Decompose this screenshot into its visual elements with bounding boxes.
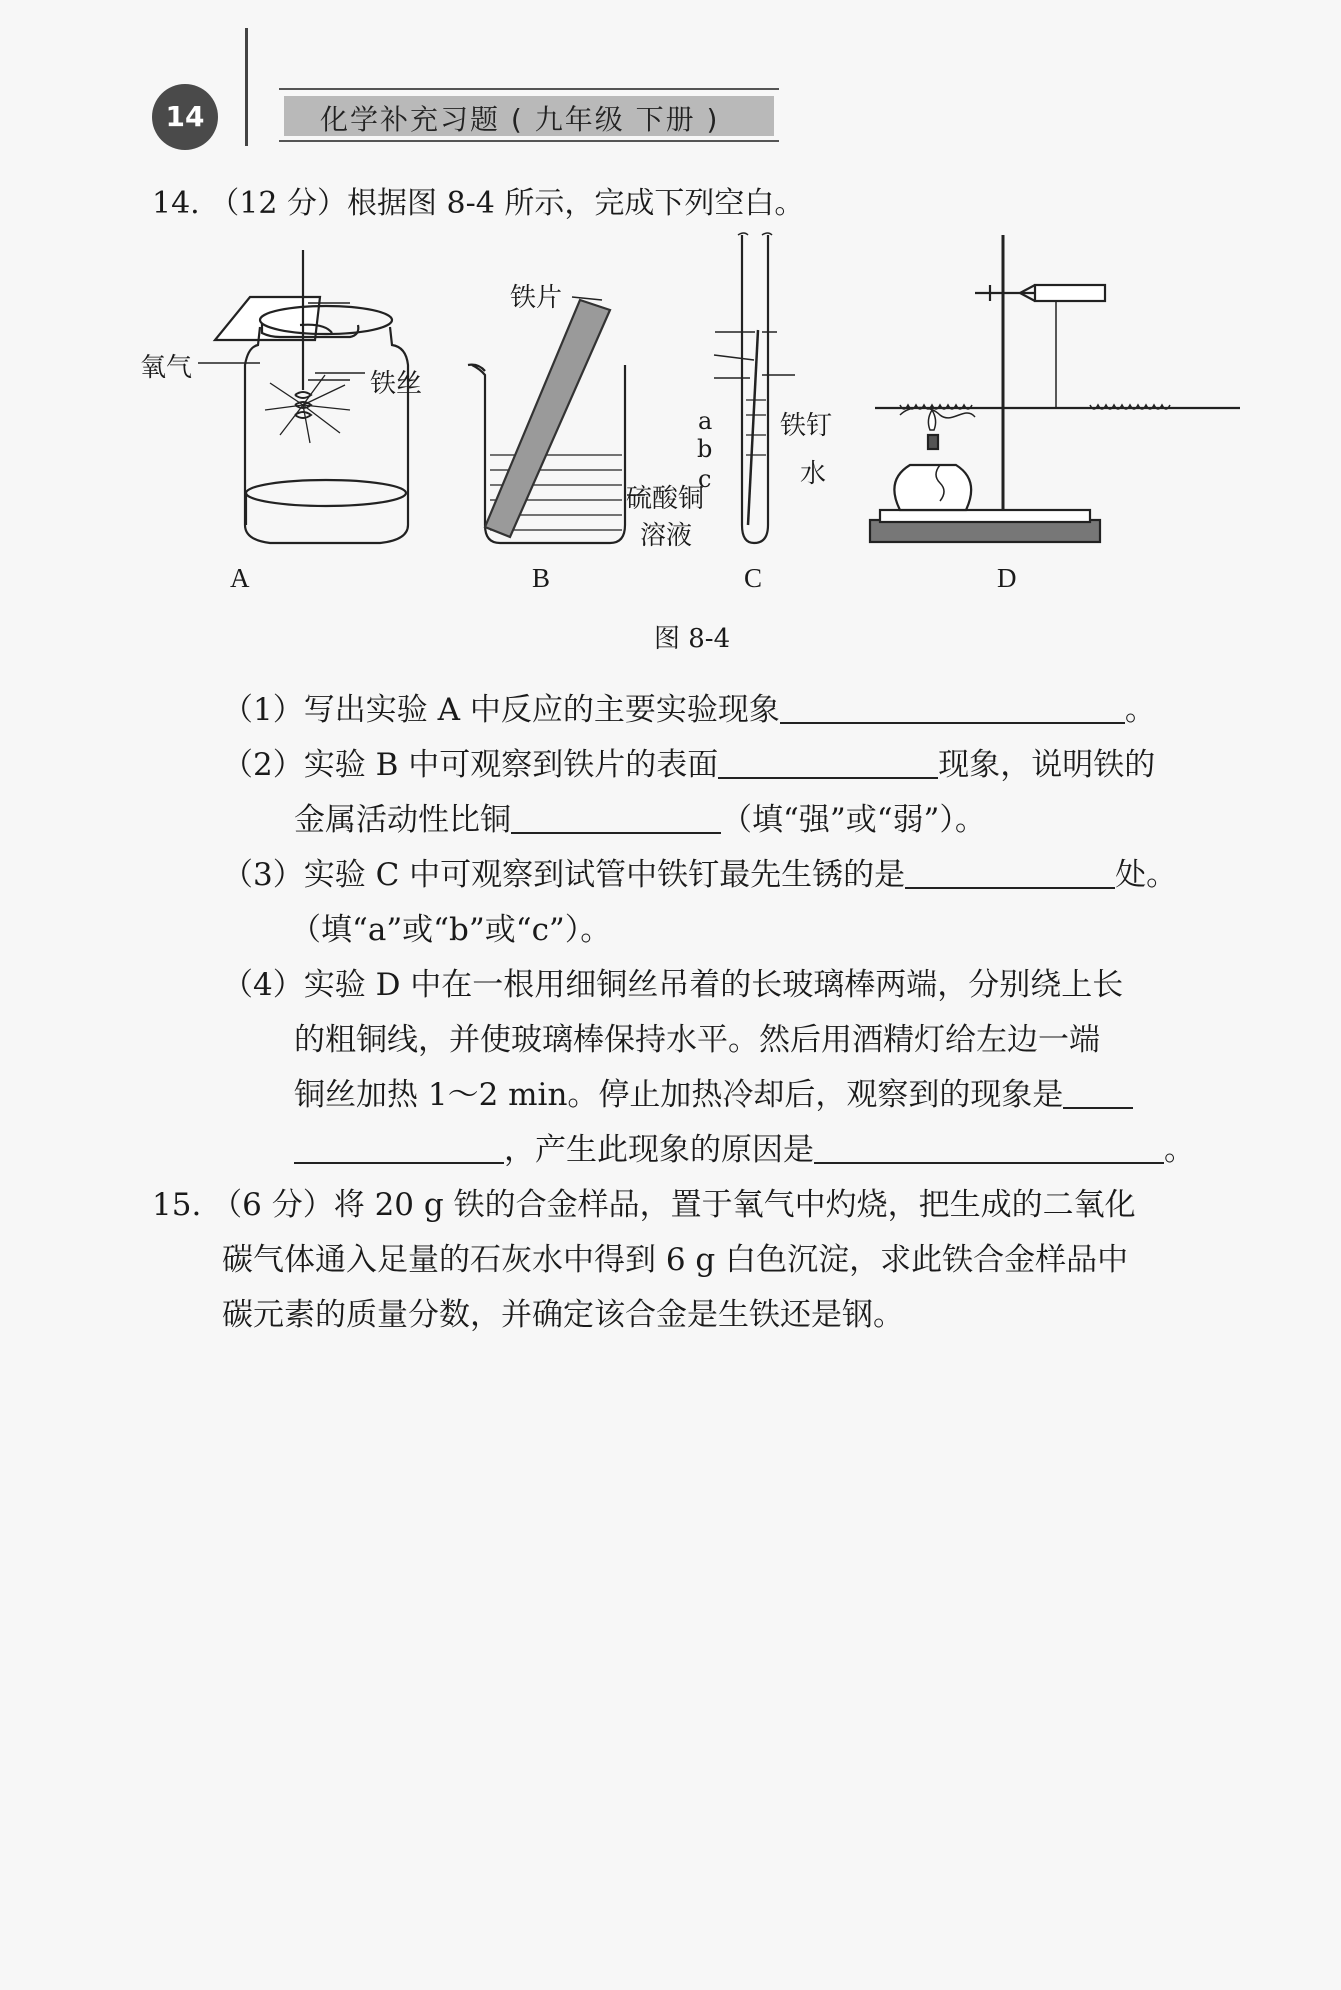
apparatus-d-stand (870, 235, 1240, 542)
apparatus-c-test-tube (714, 233, 795, 543)
callout-iron-sheet: 铁片 (510, 283, 563, 313)
callout-solution: 溶液 (640, 521, 693, 551)
q14-part1-text: （1）写出实验 A 中反应的主要实验现象 (222, 692, 780, 728)
q15-line2: 碳气体通入足量的石灰水中得到 6 g 白色沉淀，求此铁合金样品中 (222, 1242, 1129, 1278)
q14-part2-line2 (294, 800, 986, 840)
header-bottom-rule (279, 140, 779, 142)
q14-part4-line2: 的粗铜线，并使玻璃棒保持水平。然后用酒精灯给左边一端 (294, 1022, 1100, 1058)
figure-label-b: B (532, 563, 551, 593)
answer-blank[interactable] (905, 857, 1115, 889)
answer-blank[interactable] (814, 1132, 1164, 1164)
figure-label-a: A (230, 563, 250, 593)
q14-part4-text-e: 。 (1164, 1132, 1195, 1168)
q14-part3-text-a: （3）实验 C 中可观察到试管中铁钉最先生锈的是 (222, 857, 906, 893)
answer-blank[interactable] (1063, 1077, 1133, 1109)
callout-b: b (697, 435, 713, 463)
figure-label-d: D (997, 563, 1017, 593)
q14-part2-text-b: 现象，说明铁的 (938, 747, 1156, 783)
q15-line3: 碳元素的质量分数，并确定该合金是生铁还是钢。 (222, 1297, 904, 1333)
q14-part3-text-b: 处。 (1115, 857, 1178, 893)
figure-label-c: C (744, 563, 763, 593)
callout-copper-sulfate: 硫酸铜 (626, 484, 705, 514)
q14-part4-line1: （4）实验 D 中在一根用细铜丝吊着的长玻璃棒两端，分别绕上长 (222, 967, 1124, 1003)
figure-8-4 (140, 225, 1250, 593)
q14-part3-line1 (222, 855, 1177, 895)
answer-blank[interactable] (780, 692, 1125, 724)
answer-blank[interactable] (718, 747, 938, 779)
callout-iron-wire: 铁丝 (370, 369, 423, 399)
header-top-rule (279, 88, 779, 90)
callout-water: 水 (800, 459, 827, 489)
callout-a: a (698, 407, 713, 435)
answer-blank[interactable] (294, 1132, 504, 1164)
answer-blank[interactable] (511, 802, 721, 834)
callout-iron-nail: 铁钉 (780, 411, 833, 441)
q14-part3-line2: （填“a”或“b”或“c”）。 (290, 912, 612, 948)
q14-part2-text-c: 金属活动性比铜 (294, 802, 511, 838)
book-title: 化学补充习题 ( 九年级 下册 ) (320, 103, 720, 136)
callout-c: c (698, 465, 712, 493)
question-14-title: 14. （12 分）根据图 8-4 所示，完成下列空白。 (152, 186, 805, 221)
q14-part2-text-a: （2）实验 B 中可观察到铁片的表面 (222, 747, 719, 783)
callout-oxygen: 氧气 (140, 353, 193, 383)
q14-part1 (222, 690, 1156, 730)
q15-line1: 15. （6 分）将 20 g 铁的合金样品，置于氧气中灼烧，把生成的二氧化 (152, 1187, 1136, 1223)
q14-part1-end: 。 (1124, 692, 1156, 728)
page-number-badge: 14 (152, 84, 218, 150)
q14-part2-text-d: （填“强”或“弱”）。 (721, 802, 986, 838)
q14-part2-line1 (222, 745, 1155, 785)
q14-part4-line4 (294, 1130, 1195, 1170)
q14-part4-text-c: 铜丝加热 1～2 min。停止加热冷却后，观察到的现象是 (294, 1077, 1064, 1113)
q14-part4-line3 (294, 1075, 1133, 1115)
figure-caption: 图 8-4 (654, 624, 731, 654)
q14-part4-text-d: ，产生此现象的原因是 (504, 1132, 814, 1168)
header-vertical-rule (245, 28, 248, 146)
apparatus-illustration (140, 225, 1250, 585)
apparatus-b-beaker (468, 297, 645, 543)
